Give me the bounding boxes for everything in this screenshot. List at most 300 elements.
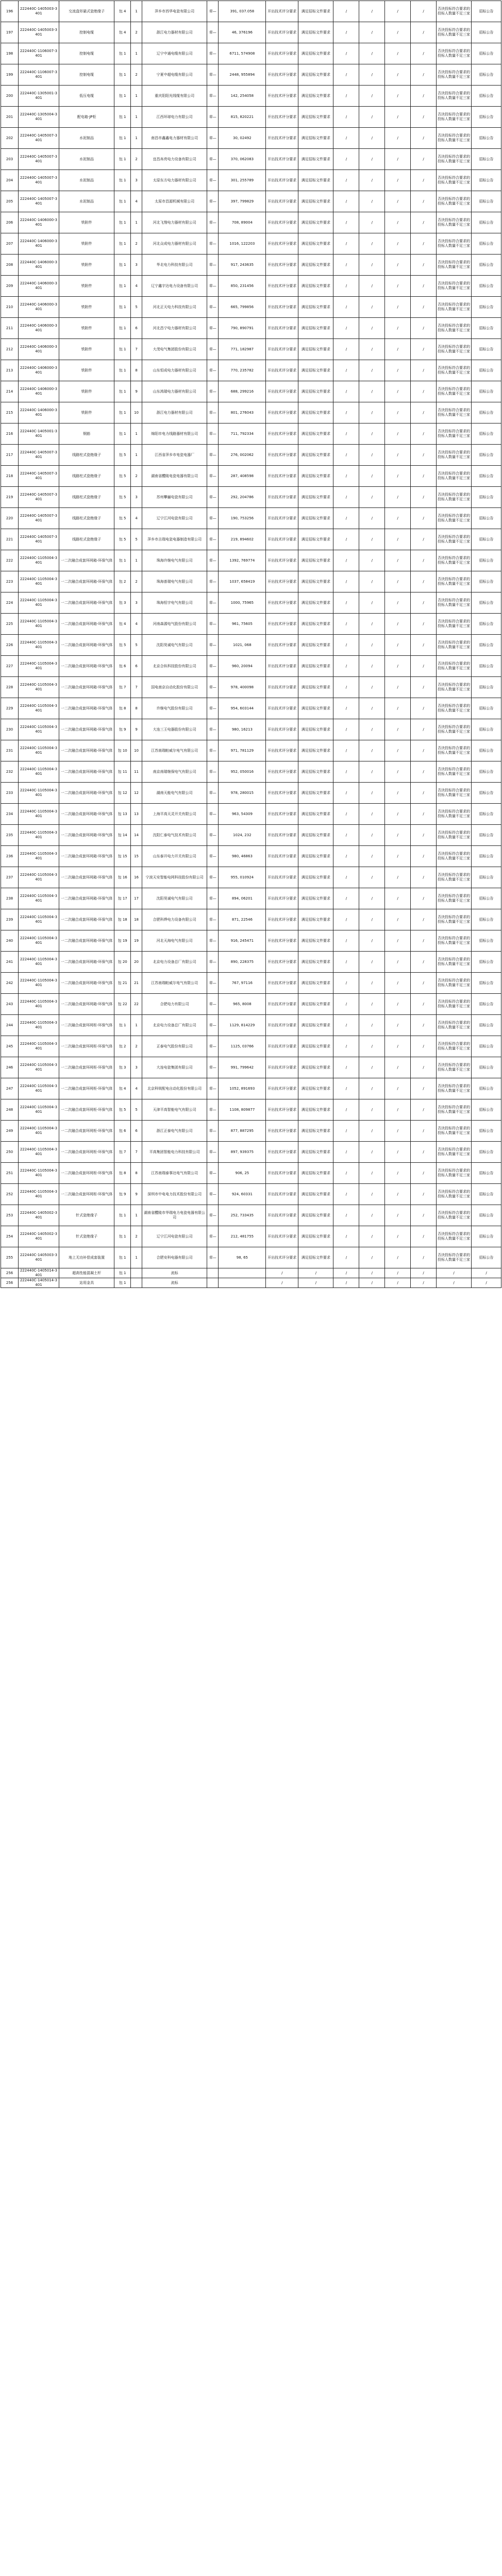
- cell-project-code: 222440C-1406000-3401: [19, 339, 59, 360]
- cell-price: 46, 376196: [219, 22, 266, 43]
- cell-note-3: /: [385, 423, 411, 445]
- cell-note-1: /: [333, 973, 359, 994]
- cell-note-1: /: [333, 381, 359, 402]
- cell-bid-no: 2: [130, 149, 142, 170]
- cell-clause: 否決投标符合要求的投标人数量不足三家: [436, 255, 471, 276]
- cell-note-3: /: [385, 635, 411, 656]
- cell-price: 708, 89004: [219, 212, 266, 233]
- cell-bid-no: 4: [130, 276, 142, 297]
- cell-bid-no: 10: [130, 402, 142, 423]
- cell-unit: 草—: [207, 635, 219, 656]
- cell-package: 包 9: [114, 1184, 130, 1205]
- cell-review-result: 开出技术评分要求: [266, 1121, 298, 1142]
- cell-basis: 招标公告: [472, 22, 501, 43]
- cell-unit: 草—: [207, 952, 219, 973]
- cell-seq: 217: [1, 445, 19, 466]
- cell-note-2: /: [359, 1205, 385, 1226]
- table-row: [1, 1036, 501, 1057]
- cell-unit: 草—: [207, 170, 219, 191]
- cell-price: 877, 887295: [219, 1121, 266, 1142]
- cell-bid-no: 1: [130, 212, 142, 233]
- cell-clause: 否決投标符合要求的投标人数量不足三家: [436, 191, 471, 212]
- cell-clause: 否決投标符合要求的投标人数量不足三家: [436, 1, 471, 22]
- cell-note-1: /: [333, 677, 359, 698]
- cell-note-1: /: [333, 656, 359, 677]
- cell-bidder: 沈阳仁泰电气技术有限公司: [142, 825, 207, 846]
- cell-note-1: /: [333, 43, 359, 64]
- cell-review-result: 开出技术评分要求: [266, 107, 298, 128]
- cell-package: 包 1: [114, 402, 130, 423]
- cell-bid-no: 5: [130, 635, 142, 656]
- table-row: [1, 276, 501, 297]
- cell-bidder: 大茂电气集团股份有限公司: [142, 339, 207, 360]
- table-row: [1, 1, 501, 22]
- cell-note-4: /: [411, 592, 437, 614]
- cell-material-name: 一二次融合成套环网箱-环保气体: [59, 909, 114, 930]
- cell-clause: 否決投标符合要求的投标人数量不足三家: [436, 846, 471, 867]
- table-row: [1, 43, 501, 64]
- cell-basis: 招标公告: [472, 1015, 501, 1036]
- table-row: [1, 635, 501, 656]
- cell-unit: 草—: [207, 1226, 219, 1247]
- cell-note-2: /: [359, 318, 385, 339]
- cell-reason: 满足招标文件要求: [298, 1036, 333, 1057]
- cell-note-4: /: [411, 466, 437, 487]
- cell-package: 包 1: [114, 212, 130, 233]
- cell-note-3: /: [385, 1015, 411, 1036]
- cell-material-name: 一二次融合成套环网箱-环保气体: [59, 952, 114, 973]
- cell-review-result: 开出技术评分要求: [266, 783, 298, 804]
- cell-note-3: /: [385, 191, 411, 212]
- table-row: [1, 233, 501, 255]
- cell-package: 包 1: [114, 43, 130, 64]
- cell-basis: 招标公告: [472, 825, 501, 846]
- cell-note-3: /: [385, 1078, 411, 1099]
- cell-project-code: 222440C-1105004-3401: [19, 635, 59, 656]
- cell-note-1: /: [333, 1078, 359, 1099]
- cell-project-code: 222440C-1405007-3401: [19, 508, 59, 529]
- cell-material-name: 铁附件: [59, 402, 114, 423]
- cell-price: 397, 799829: [219, 191, 266, 212]
- cell-note-2: /: [359, 930, 385, 952]
- cell-note-4: /: [411, 22, 437, 43]
- cell-note-2: /: [359, 402, 385, 423]
- cell-note-2: /: [359, 698, 385, 719]
- cell-bidder: 河北天海电气有限公司: [142, 930, 207, 952]
- cell-note-3: /: [385, 1247, 411, 1268]
- cell-package: 包 13: [114, 804, 130, 825]
- cell-bidder: 北京合纵科技股份有限公司: [142, 656, 207, 677]
- cell-bidder: 沈阳昊诚电气有限公司: [142, 888, 207, 909]
- cell-note-2: /: [359, 445, 385, 466]
- cell-seq: 223: [1, 571, 19, 592]
- cell-note-4: /: [411, 825, 437, 846]
- cell-package: 包 4: [114, 614, 130, 635]
- cell-seq: 234: [1, 804, 19, 825]
- cell-basis: 招标公告: [472, 233, 501, 255]
- cell-bidder: 平高集团智能电力科技有限公司: [142, 1142, 207, 1163]
- cell-package: 包 1: [114, 170, 130, 191]
- cell-review-result: 开出技术评分要求: [266, 487, 298, 508]
- cell-project-code: 222440C-1405003-3401: [19, 1247, 59, 1268]
- cell-project-code: 222440C-1405001-3401: [19, 423, 59, 445]
- cell-review-result: 开出技术评分要求: [266, 170, 298, 191]
- cell-project-code: 222440C-1105004-3401: [19, 1163, 59, 1184]
- cell-price: 1024, 232: [219, 825, 266, 846]
- cell-seq: 220: [1, 508, 19, 529]
- cell-reason: 满足招标文件要求: [298, 318, 333, 339]
- cell-reason: /: [298, 1278, 333, 1288]
- cell-note-2: /: [359, 1036, 385, 1057]
- cell-unit: 草—: [207, 719, 219, 740]
- cell-unit: 草—: [207, 1205, 219, 1226]
- cell-review-result: 开出技术评分要求: [266, 1226, 298, 1247]
- cell-note-4: /: [411, 1057, 437, 1078]
- cell-note-4: /: [411, 191, 437, 212]
- cell-note-3: /: [385, 170, 411, 191]
- cell-unit: 草—: [207, 888, 219, 909]
- cell-note-2: /: [359, 740, 385, 761]
- cell-clause: 否決投标符合要求的投标人数量不足三家: [436, 423, 471, 445]
- cell-material-name: 一二次融合成套环网箱-环保气体: [59, 677, 114, 698]
- cell-note-1: /: [333, 1099, 359, 1121]
- cell-unit: 草—: [207, 43, 219, 64]
- cell-project-code: 222440C-1105004-3401: [19, 677, 59, 698]
- cell-clause: 否決投标符合要求的投标人数量不足三家: [436, 22, 471, 43]
- cell-bidder: 大连三王电器股份有限公司: [142, 719, 207, 740]
- cell-clause: 否決投标符合要求的投标人数量不足三家: [436, 1247, 471, 1268]
- cell-reason: 满足招标文件要求: [298, 1247, 333, 1268]
- cell-seq: 215: [1, 402, 19, 423]
- cell-basis: 招标公告: [472, 255, 501, 276]
- cell-bidder: 绵阳市电力线路器材有限公司: [142, 423, 207, 445]
- cell-note-4: /: [411, 719, 437, 740]
- cell-project-code: 222440C-1105004-3401: [19, 783, 59, 804]
- table-row: [1, 592, 501, 614]
- cell-package: 包 3: [114, 592, 130, 614]
- cell-basis: 招标公告: [472, 339, 501, 360]
- cell-price: 6711, 574908: [219, 43, 266, 64]
- cell-reason: 满足招标文件要求: [298, 1078, 333, 1099]
- cell-bid-no: 21: [130, 973, 142, 994]
- cell-material-name: 一二次融合成套环网箱-环保气体: [59, 719, 114, 740]
- table-row: [1, 22, 501, 43]
- cell-price: 894, 06201: [219, 888, 266, 909]
- cell-reason: 满足招标文件要求: [298, 508, 333, 529]
- cell-unit: 草—: [207, 64, 219, 86]
- cell-seq: 232: [1, 761, 19, 783]
- cell-bidder: 山东恒成电力器材有限公司: [142, 360, 207, 381]
- cell-bidder: 河北正天电力科技有限公司: [142, 297, 207, 318]
- cell-seq: 198: [1, 43, 19, 64]
- cell-unit: 草—: [207, 846, 219, 867]
- cell-bid-no: 22: [130, 994, 142, 1015]
- cell-material-name: 线路柱式瓷绝缘子: [59, 529, 114, 550]
- cell-project-code: 222440C-1105004-3401: [19, 719, 59, 740]
- cell-review-result: 开出技术评分要求: [266, 1163, 298, 1184]
- cell-note-1: /: [333, 445, 359, 466]
- cell-bid-no: 2: [130, 1226, 142, 1247]
- cell-seq: 199: [1, 64, 19, 86]
- cell-reason: 满足招标文件要求: [298, 170, 333, 191]
- cell-basis: 招标公告: [472, 466, 501, 487]
- cell-review-result: 开出技术评分要求: [266, 1099, 298, 1121]
- cell-basis: 招标公告: [472, 360, 501, 381]
- cell-bidder: 江苏南瑞帕威尔电气有限公司: [142, 973, 207, 994]
- cell-unit: 草—: [207, 656, 219, 677]
- table-row: [1, 614, 501, 635]
- cell-seq: 203: [1, 149, 19, 170]
- cell-reason: 满足招标文件要求: [298, 107, 333, 128]
- cell-review-result: 开出技术评分要求: [266, 1036, 298, 1057]
- cell-seq: 208: [1, 255, 19, 276]
- cell-note-2: /: [359, 466, 385, 487]
- cell-reason: 满足招标文件要求: [298, 825, 333, 846]
- table-row: [1, 571, 501, 592]
- cell-bid-no: 5: [130, 297, 142, 318]
- cell-note-3: /: [385, 318, 411, 339]
- cell-note-1: /: [333, 360, 359, 381]
- cell-seq: 254: [1, 1226, 19, 1247]
- cell-unit: 草—: [207, 276, 219, 297]
- cell-reason: 满足招标文件要求: [298, 128, 333, 149]
- cell-review-result: 开出技术评分要求: [266, 1015, 298, 1036]
- cell-basis: 招标公告: [472, 149, 501, 170]
- cell-package: 包 1: [114, 1278, 130, 1288]
- cell-note-4: /: [411, 1015, 437, 1036]
- cell-note-4: /: [411, 339, 437, 360]
- cell-review-result: 开出技术评分要求: [266, 128, 298, 149]
- cell-note-3: /: [385, 149, 411, 170]
- cell-unit: [207, 1278, 219, 1288]
- cell-basis: 招标公告: [472, 445, 501, 466]
- cell-clause: 否決投标符合要求的投标人数量不足三家: [436, 339, 471, 360]
- cell-package: 包 7: [114, 1142, 130, 1163]
- cell-note-4: /: [411, 550, 437, 571]
- cell-bid-no: 3: [130, 592, 142, 614]
- cell-clause: 否決投标符合要求的投标人数量不足三家: [436, 909, 471, 930]
- cell-unit: 草—: [207, 1247, 219, 1268]
- cell-basis: /: [472, 1278, 501, 1288]
- cell-note-4: /: [411, 761, 437, 783]
- cell-basis: 招标公告: [472, 529, 501, 550]
- cell-seq: 213: [1, 360, 19, 381]
- cell-unit: [207, 1268, 219, 1278]
- cell-unit: 草—: [207, 297, 219, 318]
- cell-clause: /: [436, 1268, 471, 1278]
- cell-note-2: /: [359, 107, 385, 128]
- cell-material-name: 一二次融合成套环网箱-环保气体: [59, 571, 114, 592]
- cell-note-2: /: [359, 846, 385, 867]
- cell-note-3: /: [385, 973, 411, 994]
- cell-project-code: 222440C-1105004-3401: [19, 1099, 59, 1121]
- cell-bid-no: 1: [130, 86, 142, 107]
- cell-price: 960, 20094: [219, 656, 266, 677]
- cell-package: 包 1: [114, 339, 130, 360]
- cell-bid-no: 5: [130, 529, 142, 550]
- cell-bidder: 上海平高天灵开关有限公司: [142, 804, 207, 825]
- cell-note-2: /: [359, 656, 385, 677]
- cell-clause: 否決投标符合要求的投标人数量不足三家: [436, 930, 471, 952]
- cell-clause: 否決投标符合要求的投标人数量不足三家: [436, 360, 471, 381]
- cell-note-3: /: [385, 1057, 411, 1078]
- cell-review-result: 开出技术评分要求: [266, 381, 298, 402]
- cell-note-3: /: [385, 592, 411, 614]
- cell-price: [219, 1278, 266, 1288]
- cell-seq: 252: [1, 1184, 19, 1205]
- cell-basis: 招标公告: [472, 86, 501, 107]
- cell-bid-no: 1: [130, 445, 142, 466]
- cell-note-4: /: [411, 360, 437, 381]
- cell-seq: 245: [1, 1036, 19, 1057]
- cell-bid-no: 9: [130, 381, 142, 402]
- cell-bidder: 宁夏中超电缆有限公司: [142, 64, 207, 86]
- cell-project-code: 222440C-1305004-3401: [19, 107, 59, 128]
- cell-material-name: 一二次融合成套环网箱-环保气体: [59, 930, 114, 952]
- cell-unit: 草—: [207, 804, 219, 825]
- cell-review-result: 开出技术评分要求: [266, 635, 298, 656]
- table-row: [1, 1205, 501, 1226]
- cell-note-2: /: [359, 339, 385, 360]
- cell-price: 850, 231456: [219, 276, 266, 297]
- cell-note-2: /: [359, 550, 385, 571]
- cell-unit: 草—: [207, 1184, 219, 1205]
- cell-review-result: 开出技术评分要求: [266, 233, 298, 255]
- cell-note-1: /: [333, 22, 359, 43]
- cell-package: 包 20: [114, 952, 130, 973]
- cell-note-2: /: [359, 86, 385, 107]
- table-row: [1, 1099, 501, 1121]
- cell-basis: 招标公告: [472, 888, 501, 909]
- cell-note-2: /: [359, 360, 385, 381]
- cell-bid-no: 3: [130, 255, 142, 276]
- cell-seq: 256: [1, 1268, 19, 1278]
- cell-material-name: 水泥制品: [59, 128, 114, 149]
- cell-bid-no: 4: [130, 508, 142, 529]
- cell-review-result: 开出技术评分要求: [266, 445, 298, 466]
- cell-reason: 满足招标文件要求: [298, 402, 333, 423]
- cell-reason: 满足招标文件要求: [298, 339, 333, 360]
- cell-basis: 招标公告: [472, 1099, 501, 1121]
- cell-package: 包 6: [114, 656, 130, 677]
- cell-bid-no: 2: [130, 22, 142, 43]
- cell-material-name: 一二次融合成套环网箱-环保气体: [59, 825, 114, 846]
- cell-review-result: 开出技术评分要求: [266, 973, 298, 994]
- cell-review-result: 开出技术评分要求: [266, 698, 298, 719]
- cell-reason: 满足招标文件要求: [298, 783, 333, 804]
- cell-note-2: /: [359, 1226, 385, 1247]
- cell-note-3: /: [385, 571, 411, 592]
- cell-note-3: /: [385, 64, 411, 86]
- cell-review-result: 开出技术评分要求: [266, 930, 298, 952]
- cell-bidder: 江苏南瑞泰事达电气有限公司: [142, 1163, 207, 1184]
- cell-material-name: 线路柱式瓷绝缘子: [59, 508, 114, 529]
- cell-reason: 满足招标文件要求: [298, 656, 333, 677]
- cell-note-2: /: [359, 1078, 385, 1099]
- cell-note-2: /: [359, 783, 385, 804]
- bid-results-table: [1, 1, 501, 1288]
- cell-basis: 招标公告: [472, 994, 501, 1015]
- cell-note-2: /: [359, 994, 385, 1015]
- cell-note-1: /: [333, 1142, 359, 1163]
- cell-reason: 满足招标文件要求: [298, 43, 333, 64]
- table-row: [1, 423, 501, 445]
- cell-note-1: /: [333, 529, 359, 550]
- cell-price: 906, 25: [219, 1163, 266, 1184]
- cell-bid-no: 7: [130, 339, 142, 360]
- cell-note-3: /: [385, 1036, 411, 1057]
- cell-note-3: /: [385, 825, 411, 846]
- cell-price: 301, 255789: [219, 170, 266, 191]
- cell-note-4: /: [411, 1247, 437, 1268]
- cell-note-3: /: [385, 1142, 411, 1163]
- cell-clause: 否決投标符合要求的投标人数量不足三家: [436, 1121, 471, 1142]
- cell-note-2: /: [359, 297, 385, 318]
- cell-basis: 招标公告: [472, 614, 501, 635]
- cell-note-1: /: [333, 170, 359, 191]
- cell-clause: 否決投标符合要求的投标人数量不足三家: [436, 571, 471, 592]
- cell-review-result: 开出技术评分要求: [266, 212, 298, 233]
- cell-clause: 否決投标符合要求的投标人数量不足三家: [436, 466, 471, 487]
- cell-reason: 满足招标文件要求: [298, 487, 333, 508]
- cell-note-1: /: [333, 740, 359, 761]
- cell-unit: 草—: [207, 677, 219, 698]
- cell-seq: 237: [1, 867, 19, 888]
- cell-seq: 255: [1, 1247, 19, 1268]
- cell-seq: 206: [1, 212, 19, 233]
- cell-price: 1392, 769774: [219, 550, 266, 571]
- cell-bidder: 重庆阳阳光线缆有限公司: [142, 86, 207, 107]
- cell-bidder: 萍乡市西华电瓷有限公司: [142, 1, 207, 22]
- cell-review-result: 开出技术评分要求: [266, 255, 298, 276]
- cell-project-code: 222440C-1105004-3401: [19, 1121, 59, 1142]
- table-row: [1, 1121, 501, 1142]
- cell-review-result: 开出技术评分要求: [266, 1078, 298, 1099]
- cell-package: 包 1: [114, 360, 130, 381]
- cell-clause: 否決投标符合要求的投标人数量不足三家: [436, 212, 471, 233]
- cell-material-name: 铁附件: [59, 212, 114, 233]
- cell-clause: 否決投标符合要求的投标人数量不足三家: [436, 128, 471, 149]
- cell-bid-no: [130, 1268, 142, 1278]
- cell-unit: 草—: [207, 930, 219, 952]
- cell-review-result: 开出技术评分要求: [266, 423, 298, 445]
- cell-reason: 满足招标文件要求: [298, 191, 333, 212]
- cell-basis: 招标公告: [472, 276, 501, 297]
- cell-unit: 草—: [207, 1142, 219, 1163]
- cell-clause: 否決投标符合要求的投标人数量不足三家: [436, 1205, 471, 1226]
- cell-note-3: /: [385, 107, 411, 128]
- cell-note-2: /: [359, 677, 385, 698]
- cell-reason: 满足招标文件要求: [298, 445, 333, 466]
- cell-bid-no: 1: [130, 128, 142, 149]
- cell-note-3: /: [385, 698, 411, 719]
- cell-material-name: 铁附件: [59, 233, 114, 255]
- cell-price: 370, 062083: [219, 149, 266, 170]
- cell-material-name: 一二次融合成套环网箱-环保气体: [59, 888, 114, 909]
- cell-price: 978, 280015: [219, 783, 266, 804]
- cell-note-3: /: [385, 276, 411, 297]
- cell-package: 包 8: [114, 698, 130, 719]
- cell-reason: 满足招标文件要求: [298, 930, 333, 952]
- cell-material-name: 一二次融合成套环网箱-环保气体: [59, 994, 114, 1015]
- cell-bidder: 江西省萍乡市电瓷电器厂: [142, 445, 207, 466]
- cell-clause: 否決投标符合要求的投标人数量不足三家: [436, 677, 471, 698]
- cell-material-name: 一二次融合成套环网箱-环保气体: [59, 614, 114, 635]
- cell-material-name: 一二次融合成套环网箱-环保气体: [59, 592, 114, 614]
- cell-seq: 210: [1, 297, 19, 318]
- cell-basis: 招标公告: [472, 1226, 501, 1247]
- cell-note-2: /: [359, 487, 385, 508]
